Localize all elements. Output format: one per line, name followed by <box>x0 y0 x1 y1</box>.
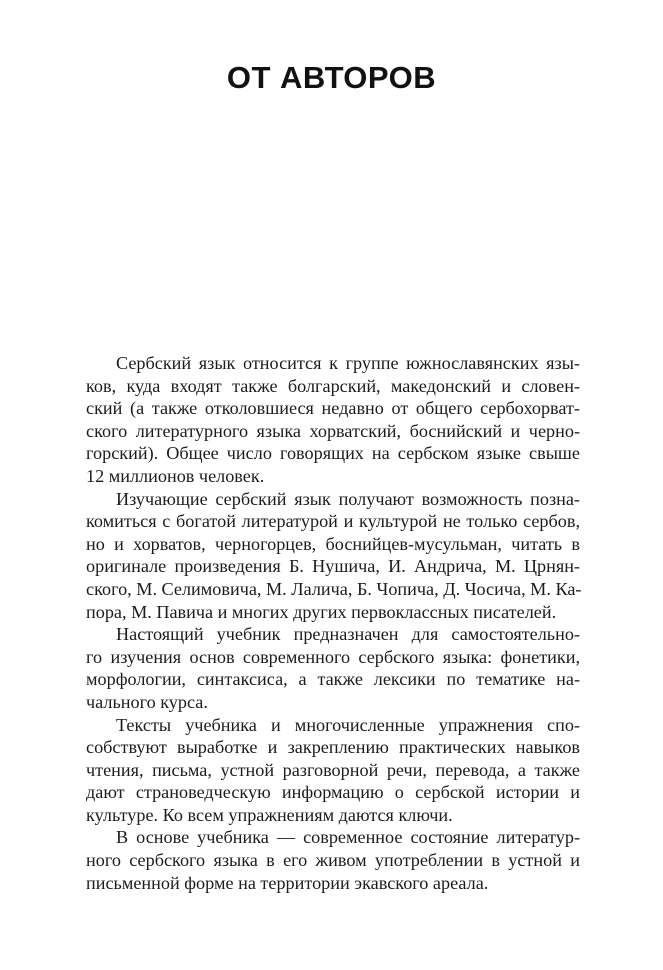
text-line: дают страноведческую информацию о сербской истории и <box>86 782 580 803</box>
text-line: письменной форме на территории экавского ареала. <box>86 872 489 893</box>
text-line: чального курса. <box>86 691 208 712</box>
paragraph-3 <box>86 623 580 713</box>
text-line: Сербский язык относится к группе южнославянских язы- <box>116 353 580 373</box>
text-line: ского, М. Селимовича, М. Лалича, Б. Чопича, Д. Чосича, М. Ка- <box>86 578 582 599</box>
paragraph-1 <box>86 352 580 488</box>
text-line: В основе учебника — современное состояние литератур- <box>116 827 580 848</box>
text-line: ного сербского языка в его живом употреблении в устной и <box>86 850 580 871</box>
text-line: пора, М. Павича и многих других первоклассных писателей. <box>86 601 557 622</box>
paragraph-4 <box>86 714 580 827</box>
text-line: комиться с богатой литературой и культурой не только сербов, <box>86 511 580 532</box>
text-line: морфологии, синтаксиса, а также лексики по тематике на- <box>86 669 580 690</box>
text-line: чтения, письма, устной разговорной речи, перевода, а также <box>86 759 580 780</box>
page-title: ОТ АВТОРОВ <box>226 60 437 95</box>
text-line: ского литературного языка хорватский, боснийский и черно- <box>86 420 580 441</box>
body-text <box>86 352 580 894</box>
text-line: 12 миллионов человек. <box>86 465 265 486</box>
text-line: горский). Общее число говорящих на сербском языке свыше <box>86 443 580 464</box>
text-line: оригинале произведения Б. Нушича, И. Андрича, М. Црнян- <box>86 556 580 577</box>
text-line: Изучающие сербский язык получают возможность позна- <box>116 488 580 509</box>
paragraph-5 <box>86 826 580 894</box>
text-line: ков, куда входят также болгарский, македонский и словен- <box>86 375 580 396</box>
text-line: собствуют выработке и закреплению практических навыков <box>86 737 580 758</box>
text-line: культуре. Ко всем упражнениям даются ключи. <box>86 804 453 825</box>
text-line: ский (а также отколовшиеся недавно от общего сербохорват- <box>86 398 580 419</box>
text-line: но и хорватов, черногорцев, боснийцев-мусульман, читать в <box>86 533 580 554</box>
paragraph-2 <box>86 488 580 624</box>
text-line: Настоящий учебник предназначен для самостоятельно- <box>116 624 580 645</box>
text-line: го изучения основ современного сербского языка: фонетики, <box>86 646 580 667</box>
text-line: Тексты учебника и многочисленные упражнения спо- <box>116 714 580 735</box>
